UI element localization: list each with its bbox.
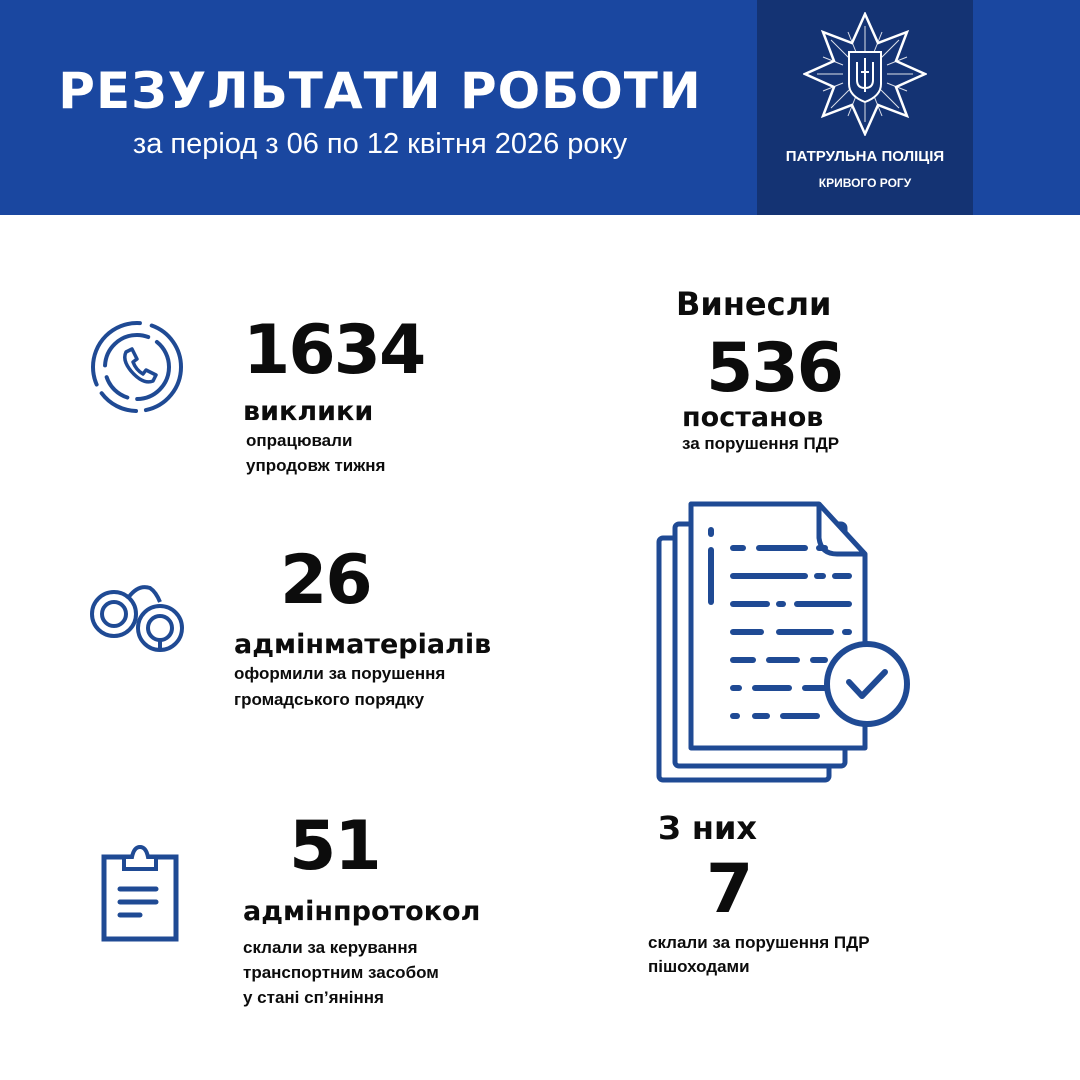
- handcuffs-icon: [88, 578, 190, 660]
- calls-desc-line1: опрацювали: [246, 431, 353, 450]
- logo-text-line1: ПАТРУЛЬНА ПОЛІЦІЯ: [785, 148, 945, 165]
- police-star-icon: [803, 12, 927, 136]
- pedestrians-desc-line1: склали за порушення ПДР: [648, 933, 870, 952]
- phone-icon: [88, 318, 186, 416]
- period-subtitle: за період з 06 по 12 квітня 2026 року: [132, 128, 628, 160]
- admin-protocols-count: 51: [289, 807, 380, 886]
- calls-desc-line2: упродовж тижня: [246, 456, 386, 475]
- admin-materials-desc-line1: оформили за порушення: [234, 664, 446, 683]
- documents-check-icon: [655, 498, 915, 784]
- calls-count: 1634: [243, 311, 425, 390]
- clipboard-icon: [100, 845, 180, 943]
- pedestrians-desc-line2: пішоходами: [648, 957, 750, 976]
- logo-panel: [757, 0, 973, 215]
- admin-protocols-desc-line2: транспортним засобом: [243, 963, 439, 982]
- logo-text-line2: КРИВОГО РОГУ: [818, 176, 912, 190]
- admin-materials-count: 26: [280, 541, 371, 620]
- resolutions-label: постанов: [682, 402, 824, 433]
- resolutions-heading: Винесли: [676, 285, 832, 323]
- admin-materials-label: адмінматеріалів: [234, 629, 492, 660]
- admin-protocols-desc-line1: склали за керування: [243, 938, 418, 957]
- calls-label: виклики: [243, 396, 374, 427]
- resolutions-count: 536: [706, 329, 842, 408]
- page-title: РЕЗУЛЬТАТИ РОБОТИ: [58, 62, 702, 120]
- admin-protocols-label: адмінпротокол: [243, 896, 481, 927]
- admin-materials-desc-line2: громадського порядку: [234, 690, 425, 709]
- admin-protocols-desc-line3: у стані сп’яніння: [243, 988, 384, 1007]
- pedestrians-count: 7: [706, 850, 752, 929]
- header-banner: [0, 0, 1080, 215]
- pedestrians-heading: З них: [658, 809, 758, 847]
- resolutions-desc-line1: за порушення ПДР: [682, 434, 840, 453]
